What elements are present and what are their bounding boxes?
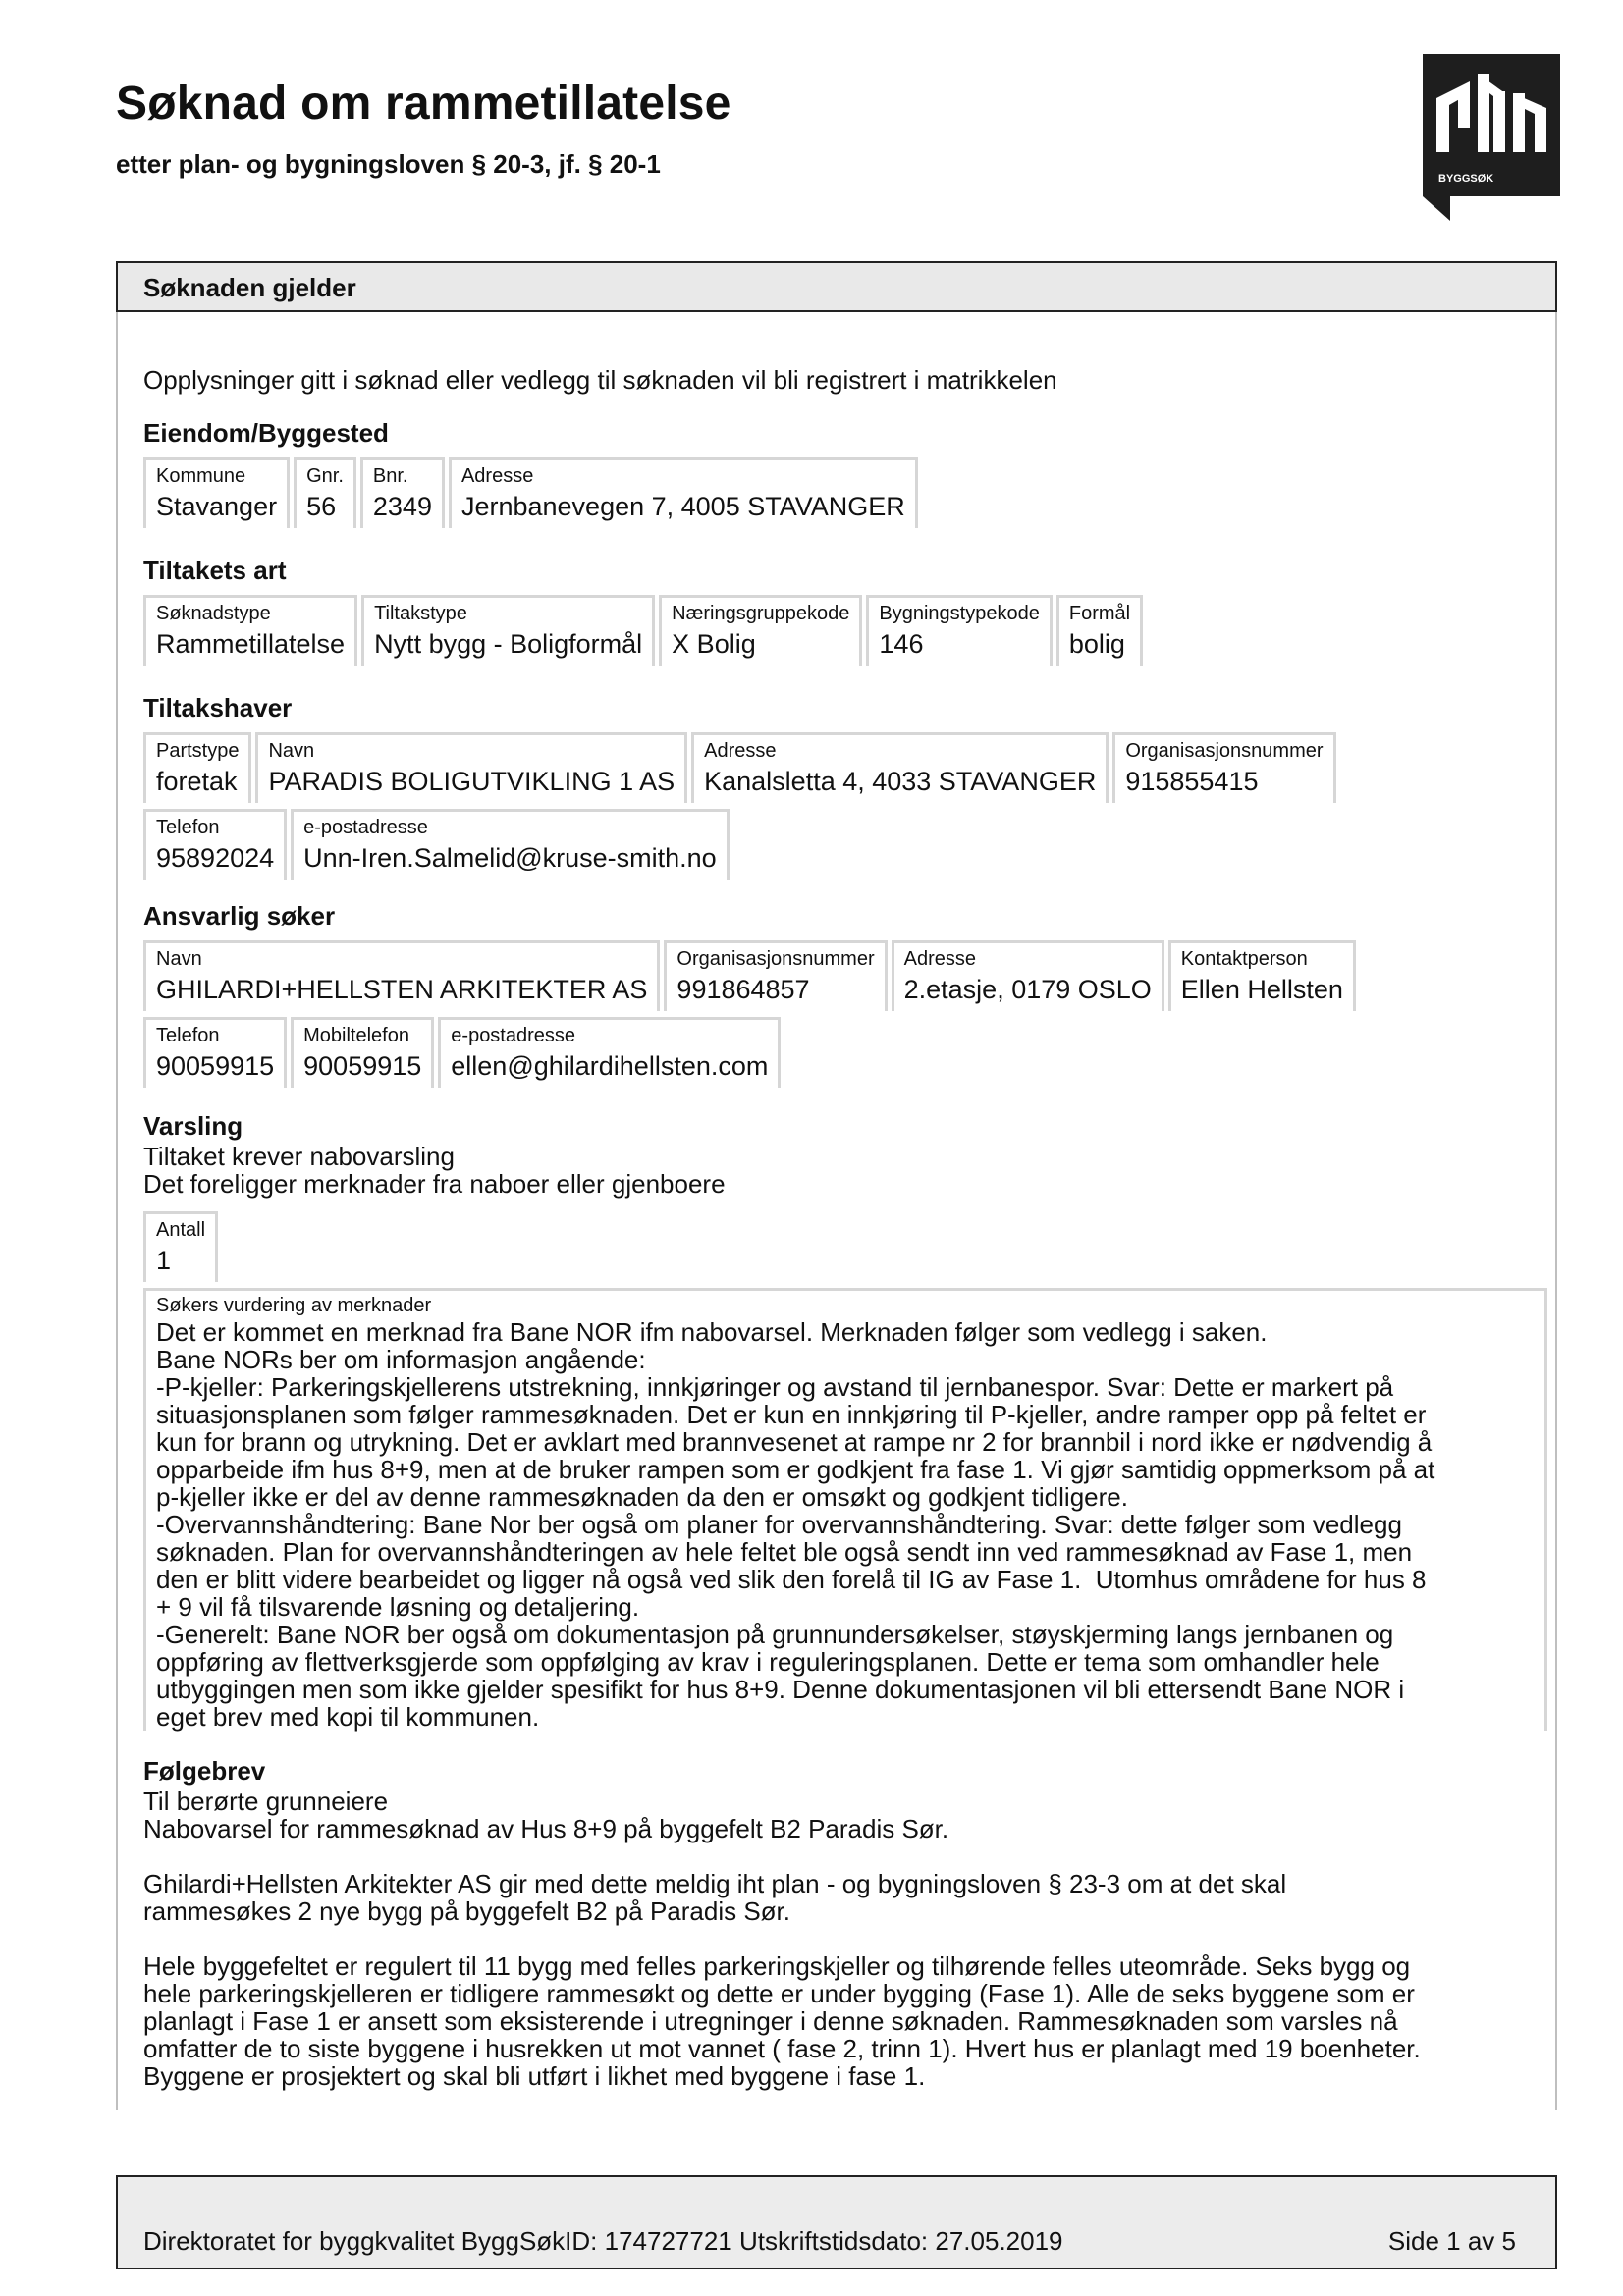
- ansvarlig-soker-section: [143, 899, 1538, 1088]
- field-mobiltelefon: Mobiltelefon 90059915: [291, 1017, 434, 1088]
- tiltakshaver-fields-row1: [143, 732, 1538, 803]
- field-organisasjonsnummer: Organisasjonsnummer 991864857: [664, 940, 887, 1011]
- field-epostadresse: e-postadresse Unn-Iren.Salmelid@kruse-smith.no: [291, 809, 730, 880]
- varsling-section: [143, 1109, 1538, 1731]
- field-navn: Navn PARADIS BOLIGUTVIKLING 1 AS: [255, 732, 687, 803]
- form-content: [143, 363, 1538, 2090]
- field-adresse: Adresse 2.etasje, 0179 OSLO: [892, 940, 1164, 1011]
- varsling-line-1: Tiltaket krever nabovarsling: [143, 1142, 455, 1171]
- eiendom-section: [143, 416, 1538, 528]
- field-gnr: Gnr. 56: [294, 457, 356, 528]
- byggsok-logo: [1423, 54, 1560, 221]
- tiltakets-art-fields: [143, 595, 1538, 666]
- folgebrev-text: Til berørte grunneiere Nabovarsel for rammesøknad av Hus 8+9 på byggefelt B2 Paradis Sør. Ghilardi+Hellsten Arkitekter AS gir med dette meldig iht plan - og bygningsloven § 23-3 om at det skal rammesøkes 2 nye bygg på byggefelt B2 på Paradis Sør. Hele byggefeltet er regulert til 11 bygg med felles parkeringskjeller og tilhørende felles uteområde. Seks bygg og hele parkeringskjelleren er tidligere rammesøkt og dette er under bygging (Fase 1). Alle de seks byggene som er planlagt i Fase 1 er ansett som eksisterende i utregninger i denne søknaden. Rammesøknaden som varsles nå omfatter de to siste byggene i husrekken ut mot vannet ( fase 2, trinn 1). Hvert hus er planlagt med 19 boenheter. Byggene er prosjektert og skal bli utført i likhet med byggene i fase 1.: [143, 1787, 1421, 2091]
- tiltakets-art-section: [143, 554, 1538, 666]
- ansvarlig-soker-heading: Ansvarlig søker: [143, 901, 336, 931]
- sokers-vurdering-box: [143, 1288, 1547, 1731]
- ansvarlig-soker-fields-row1: [143, 940, 1538, 1011]
- varsling-line-2: Det foreligger merknader fra naboer eller gjenboere: [143, 1169, 726, 1199]
- document-title: Søknad om rammetillatelse: [116, 78, 731, 130]
- antall-fields: [143, 1211, 1538, 1282]
- field-bnr: Bnr. 2349: [360, 457, 445, 528]
- tiltakshaver-section: [143, 691, 1538, 880]
- tiltakets-art-heading: Tiltakets art: [143, 556, 287, 585]
- field-kontaktperson: Kontaktperson Ellen Hellsten: [1168, 940, 1356, 1011]
- field-telefon: Telefon 95892024: [143, 809, 287, 880]
- tiltakshaver-fields-row2: [143, 809, 1538, 880]
- field-partstype: Partstype foretak: [143, 732, 251, 803]
- ansvarlig-soker-fields-row2: [143, 1017, 1538, 1088]
- sokers-vurdering-text: Det er kommet en merknad fra Bane NOR ifm nabovarsel. Merknaden følger som vedlegg i saken. Bane NORs ber om informasjon angående: -P-kjeller: Parkeringskjellerens utstrekning, innkjøringer og avstand til jernbanespor. Svar: Dette er markert på situasjonsplanen som følger rammesøknaden. Det er kun en innkjøring til P-kjeller, andre ramper opp på feltet er kun for brann og utrykning. Det er avklart med brannvesenet at rampe nr 2 for brannbil i nord ikke er nødvendig å opparbeide ifm hus 8+9, men at de bruker rampen som er godkjent fra fase 1. Vi gjør samtidig oppmerksom på at p-kjeller ikke er del av denne rammesøknaden da den er omsøkt og godkjent tidligere. -Overvannshåndtering: Bane Nor ber også om planer for overvannshåndtering. Svar: dette følger som vedlegg søknaden. Plan for overvannshåndteringen av hele feltet ble også sendt inn ved rammesøknad av Fase 1, men den er blitt videre bearbeidet og ligger nå også ved slik den forelå til IG av Fase 1. Utomhus områdene for hus 8 + 9 vil få tilsvarende løsning og detaljering. -Generelt: Bane NOR ber også om dokumentasjon på grunnundersøkelser, støyskjerming langs jernbanen og oppføring av flettverksgjerde som oppfølging av krav i reguleringsplanen. Dette er tema som omhandler hele utbyggingen men som ikke gjelder spesifikt for hus 8+9. Denne dokumentasjonen vil bli ettersendt Bane NOR i eget brev med kopi til kommunen.: [156, 1317, 1435, 1732]
- field-formal: Formål bolig: [1056, 595, 1143, 666]
- eiendom-fields: [143, 457, 1538, 528]
- field-epostadresse: e-postadresse ellen@ghilardihellsten.com: [438, 1017, 781, 1088]
- field-bygningstypekode: Bygningstypekode 146: [866, 595, 1052, 666]
- field-navn: Navn GHILARDI+HELLSTEN ARKITEKTER AS: [143, 940, 660, 1011]
- varsling-heading: Varsling: [143, 1111, 243, 1141]
- field-adresse: Adresse Jernbanevegen 7, 4005 STAVANGER: [449, 457, 918, 528]
- sokers-vurdering-label: Søkers vurdering av merknader: [156, 1295, 432, 1316]
- folgebrev-heading: Følgebrev: [143, 1756, 266, 1786]
- logo-text: BYGGSØK: [1438, 173, 1494, 185]
- tiltakshaver-heading: Tiltakshaver: [143, 693, 293, 722]
- page-number: Side 1 av 5: [1387, 2226, 1516, 2256]
- footer-left-text: Direktoratet for byggkvalitet ByggSøkID: 174727721 Utskriftstidsdato: 27.05.2019: [143, 2226, 1063, 2256]
- section-header-soknaden-gjelder: Søknaden gjelder: [116, 261, 1557, 312]
- field-antall: Antall 1: [143, 1211, 218, 1282]
- field-telefon: Telefon 90059915: [143, 1017, 287, 1088]
- field-adresse: Adresse Kanalsletta 4, 4033 STAVANGER: [691, 732, 1109, 803]
- field-kommune: Kommune Stavanger: [143, 457, 290, 528]
- field-naeringsgruppekode: Næringsgruppekode X Bolig: [659, 595, 862, 666]
- intro-text: Opplysninger gitt i søknad eller vedlegg til søknaden vil bli registrert i matrikkelen: [143, 365, 1057, 395]
- page-footer: [116, 2175, 1557, 2269]
- folgebrev-section: [143, 1754, 1538, 2090]
- field-tiltakstype: Tiltakstype Nytt bygg - Boligformål: [361, 595, 655, 666]
- document-subtitle: etter plan- og bygningsloven § 20-3, jf. § 20-1: [116, 149, 661, 179]
- field-soknadstype: Søknadstype Rammetillatelse: [143, 595, 357, 666]
- eiendom-heading: Eiendom/Byggested: [143, 418, 389, 448]
- field-organisasjonsnummer: Organisasjonsnummer 915855415: [1112, 732, 1335, 803]
